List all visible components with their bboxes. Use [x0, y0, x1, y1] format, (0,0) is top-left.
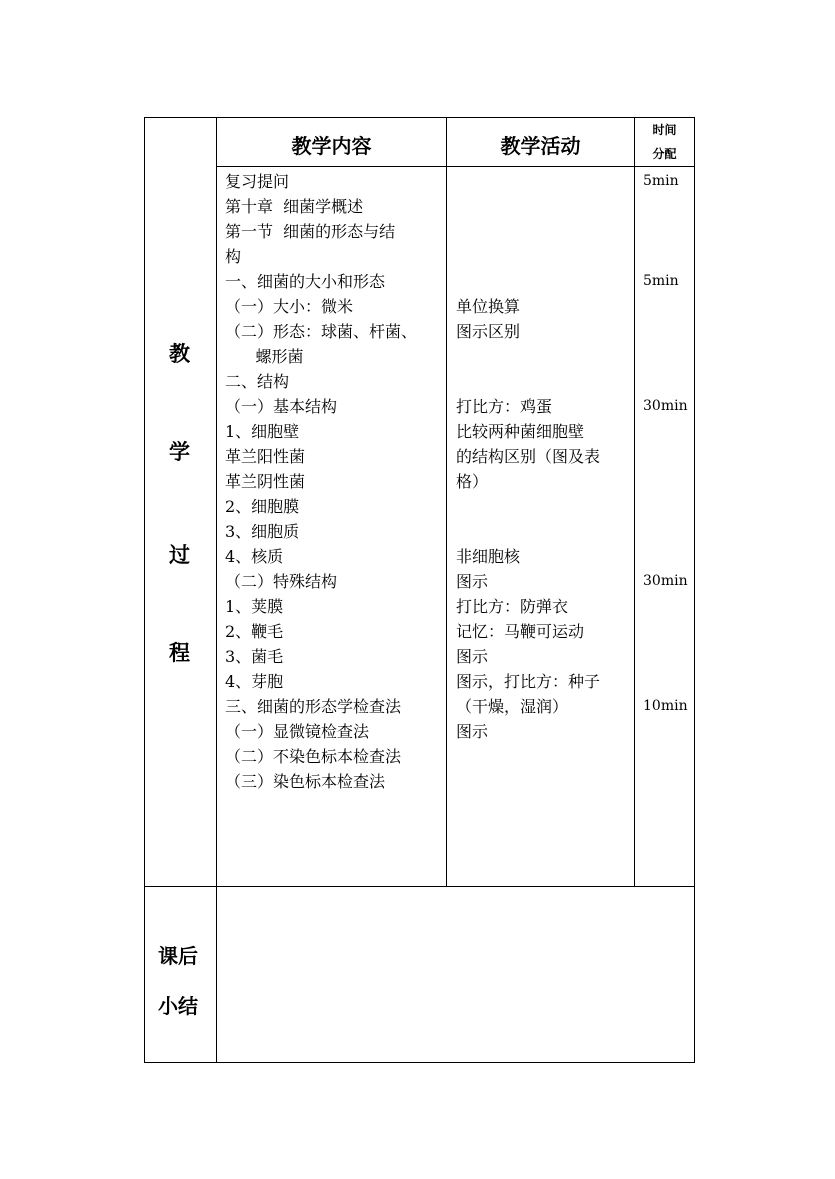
- activity-line: （干燥，湿润）: [456, 697, 569, 716]
- activity-line: [456, 769, 632, 794]
- time-line: [643, 194, 693, 219]
- time-line: [643, 669, 693, 694]
- content-line: 2、鞭毛: [225, 622, 284, 641]
- content-line: 革兰阴性菌: [225, 472, 306, 491]
- side-label-char-3: 过: [169, 543, 190, 567]
- content-line: 复习提问: [225, 172, 290, 191]
- content-line: （一）大小：微米: [225, 297, 354, 316]
- content-column: [225, 169, 443, 794]
- activity-line: 图示: [456, 572, 489, 591]
- content-line: 3、菌毛: [225, 647, 284, 666]
- time-line: [643, 219, 693, 244]
- content-line: （三）染色标本检查法: [225, 772, 386, 791]
- activity-line: [456, 519, 632, 544]
- header-activity: 教学活动: [500, 134, 581, 158]
- side-label-char-1: 教: [169, 342, 190, 366]
- time-line: [643, 444, 693, 469]
- content-line: 2、细胞膜: [225, 497, 300, 516]
- content-line: 1、细胞壁: [225, 422, 300, 441]
- content-line: （二）不染色标本检查法: [225, 747, 402, 766]
- activity-line: 图示区别: [456, 322, 521, 341]
- header-time-line1: 时间: [652, 123, 677, 137]
- time-line: [643, 244, 693, 269]
- time-line: [643, 744, 693, 769]
- activity-line: [456, 369, 632, 394]
- time-line: 30min: [643, 398, 688, 414]
- time-line: 10min: [643, 698, 688, 714]
- content-line: 第一节 细菌的形态与结: [225, 222, 396, 241]
- activity-time-divider: [634, 117, 635, 886]
- summary-label-line1: 课后: [158, 944, 198, 968]
- content-line: 第十章 细菌学概述: [225, 197, 364, 216]
- content-activity-divider: [446, 117, 447, 886]
- activity-line: [456, 194, 632, 219]
- activity-line: 图示，打比方：种子: [456, 672, 601, 691]
- time-line: [643, 344, 693, 369]
- activity-line: 格）: [456, 472, 489, 491]
- side-label-char-2: 学: [169, 440, 190, 464]
- table-top-border: [144, 117, 695, 118]
- time-line: [643, 369, 693, 394]
- time-line: [643, 594, 693, 619]
- activity-line: 比较两种菌细胞壁: [456, 422, 585, 441]
- activity-line: 打比方：鸡蛋: [456, 397, 553, 416]
- activity-line: 打比方：防弹衣: [456, 597, 569, 616]
- header-time-line2: 分配: [652, 147, 677, 161]
- content-line: 1、荚膜: [225, 597, 284, 616]
- activity-line: [456, 244, 632, 269]
- content-line: （一）显微镜检查法: [225, 722, 370, 741]
- activity-line: 单位换算: [456, 297, 521, 316]
- content-line: 一、细菌的大小和形态: [225, 272, 386, 291]
- activity-line: 非细胞核: [456, 547, 521, 566]
- activity-line: [456, 494, 632, 519]
- content-line: 4、芽胞: [225, 672, 284, 691]
- content-line: 4、核质: [225, 547, 284, 566]
- content-line: 三、细菌的形态学检查法: [225, 697, 402, 716]
- activity-line: [456, 219, 632, 244]
- time-line: [643, 494, 693, 519]
- content-line: （一）基本结构: [225, 397, 338, 416]
- activity-column: [456, 169, 632, 794]
- activity-line: 图示: [456, 722, 489, 741]
- content-line: 3、细胞质: [225, 522, 300, 541]
- activity-line: 图示: [456, 647, 489, 666]
- time-line: 5min: [643, 273, 679, 289]
- table-left-border: [144, 117, 145, 1063]
- activity-line: 记忆：马鞭可运动: [456, 622, 585, 641]
- summary-content-area: [217, 887, 694, 1062]
- time-line: 5min: [643, 173, 679, 189]
- time-line: [643, 544, 693, 569]
- content-line: （二）形态：球菌、杆菌、: [225, 322, 418, 341]
- time-line: [643, 419, 693, 444]
- summary-label-line2: 小结: [158, 994, 198, 1018]
- header-content: 教学内容: [291, 134, 372, 158]
- time-column: [643, 169, 693, 794]
- time-line: [643, 619, 693, 644]
- content-line: 革兰阳性菌: [225, 447, 306, 466]
- activity-line: 的结构区别（图及表: [456, 447, 601, 466]
- header-divider: [216, 166, 695, 167]
- time-line: [643, 319, 693, 344]
- time-line: [643, 469, 693, 494]
- content-line: （二）特殊结构: [225, 572, 338, 591]
- time-line: 30min: [643, 573, 688, 589]
- table-right-border: [694, 117, 695, 1063]
- activity-line: [456, 344, 632, 369]
- time-line: [643, 644, 693, 669]
- content-line: 螺形菌: [225, 347, 304, 366]
- time-line: [643, 294, 693, 319]
- table-bottom-border: [144, 1062, 695, 1063]
- side-label-char-4: 程: [169, 641, 190, 665]
- activity-line: [456, 169, 632, 194]
- time-line: [643, 769, 693, 794]
- activity-line: [456, 269, 632, 294]
- content-line: 构: [225, 247, 242, 266]
- content-line: 二、结构: [225, 372, 290, 391]
- activity-line: [456, 744, 632, 769]
- time-line: [643, 719, 693, 744]
- time-line: [643, 519, 693, 544]
